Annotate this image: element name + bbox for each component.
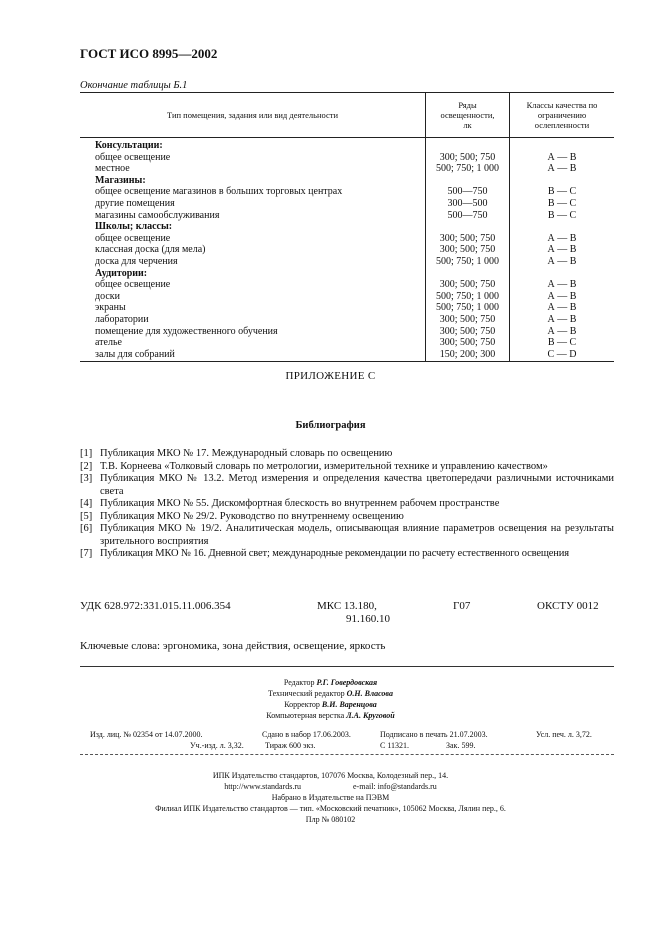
divider: [80, 754, 614, 755]
room-type-cell: Консультации:: [95, 140, 163, 151]
lux-cell: 300; 500; 750: [439, 244, 496, 256]
room-type-cell: лаборатории: [95, 314, 149, 325]
bibliography-item: [4] Публикация МКО № 55. Дискомфортная блескость во внутреннем рабочем пространстве: [80, 498, 500, 509]
table-row: [80, 337, 614, 348]
signed-date: Подписано в печать 21.07.2003.: [380, 730, 488, 739]
bibliography-item: [7] Публикация МКО № 16. Дневной свет; международные рекомендации по расчету естественного освещения: [80, 548, 569, 559]
room-type-cell: экраны: [95, 302, 126, 314]
lux-cell: 300; 500; 750: [439, 337, 496, 349]
room-type-cell: местное: [95, 163, 130, 175]
typeset-note: Набрано в Издательстве на ПЭВМ: [271, 793, 390, 802]
table-row: [80, 256, 614, 267]
branch-address: Филиал ИПК Издательство стандартов — тип. «Московский печатник», 105062 Москва, Лялин пер., 6.: [155, 804, 506, 813]
lux-cell: 500; 750; 1 000: [435, 163, 500, 175]
glare-class-cell: В — С: [547, 337, 577, 349]
print-sheets: Усл. печ. л. 3,72.: [536, 730, 592, 739]
table-row: [80, 279, 614, 290]
divider: [80, 666, 614, 667]
room-type-cell: ателье: [95, 337, 122, 349]
room-type-cell: другие помещения: [95, 198, 175, 209]
table-row: [80, 326, 614, 337]
credit-tech-editor: Технический редактор О.Н. Власова: [268, 689, 393, 698]
table-section-heading: [80, 140, 614, 151]
lux-cell: 300; 500; 750: [439, 151, 496, 163]
lux-cell: 300; 500; 750: [439, 279, 496, 291]
table-row: [80, 302, 614, 313]
table-section-heading: [80, 268, 614, 279]
table-row: [80, 291, 614, 302]
bibliography-item: [5] Публикация МКО № 29/2. Руководство по внутреннему освещению: [80, 511, 404, 522]
glare-class-cell: А — В: [547, 151, 577, 163]
udk-code: УДК 628.972:331.015.11.006.354: [80, 600, 231, 612]
glare-class-cell: А — В: [547, 290, 577, 302]
table-section-heading: [80, 221, 614, 232]
bibliography-item: [2] Т.В. Корнеева «Толковый словарь по метрологии, измерительной технике и управлению качеством»: [80, 461, 548, 472]
lux-cell: 150; 200; 300: [439, 348, 496, 360]
room-type-cell: классная доска (для мела): [95, 244, 206, 256]
table-row: [80, 349, 614, 360]
table-row: [80, 152, 614, 163]
keywords: Ключевые слова: эргономика, зона действия, освещение, яркость: [80, 640, 386, 652]
mks-code: МКС 13.180, 91.160.10: [317, 600, 390, 625]
room-type-cell: доски: [95, 290, 120, 302]
credit-proofreader: Корректор В.И. Варенцова: [284, 700, 377, 709]
glare-class-cell: С — D: [547, 348, 577, 360]
lux-cell: 500; 750; 1 000: [435, 290, 500, 302]
glare-class-cell: А — В: [547, 279, 577, 291]
room-type-cell: Аудитории:: [95, 267, 148, 279]
plr-number: Плр № 080102: [305, 815, 356, 824]
lux-cell: 500; 750; 1 000: [435, 302, 500, 314]
bibliography-item: [3] Публикация МКО № 13.2. Метод измерения и определения качества цветопередачи различными источниками света: [80, 473, 614, 497]
group-code: Г07: [453, 600, 471, 612]
lux-cell: 300—500: [447, 198, 488, 209]
sent-date: Сдано в набор 17.06.2003.: [262, 730, 351, 739]
glare-class-cell: В — С: [547, 198, 577, 209]
room-type-cell: Магазины:: [95, 174, 146, 186]
lux-cell: 500—750: [447, 209, 488, 221]
bibliography-title: Библиография: [295, 420, 366, 431]
glare-class-cell: А — В: [547, 232, 577, 244]
table-row: [80, 163, 614, 174]
room-type-cell: магазины самообслуживания: [95, 209, 220, 221]
credit-layout: Компьютерная верстка Л.А. Круговой: [266, 711, 395, 720]
appendix-title: ПРИЛОЖЕНИЕ С: [285, 370, 376, 382]
website-link: http://www.standards.ru: [224, 782, 301, 791]
lux-cell: 500; 750; 1 000: [435, 256, 500, 267]
publisher-address: ИПК Издательство стандартов, 107076 Москва, Колодезный пер., 14.: [212, 771, 449, 780]
room-type-cell: залы для собраний: [95, 348, 175, 360]
lux-cell: 300; 500; 750: [439, 232, 496, 244]
bibliography-item: [1] Публикация МКО № 17. Международный словарь по освещению: [80, 448, 393, 459]
table-row: [80, 198, 614, 209]
glare-class-cell: В — С: [547, 209, 577, 221]
illuminance-table: [80, 92, 614, 362]
glare-class-cell: А — В: [547, 325, 577, 337]
room-type-cell: доска для черчения: [95, 256, 178, 267]
c-number: С 11321.: [380, 741, 410, 750]
publishing-sheets: Уч.-изд. л. 3,32.: [190, 741, 244, 750]
license-info: Изд. лиц. № 02354 от 14.07.2000.: [90, 730, 203, 739]
print-run: Тираж 600 экз.: [265, 741, 316, 750]
table-header-lux: Ряды освещенности, лк: [426, 93, 510, 138]
email-link: e-mail: info@standards.ru: [353, 782, 437, 791]
table-row: [80, 210, 614, 221]
glare-class-cell: А — В: [547, 314, 577, 325]
glare-class-cell: А — В: [547, 256, 577, 267]
credit-editor: Редактор Р.Г. Говердовская: [283, 678, 378, 687]
table-row: [80, 233, 614, 244]
lux-cell: 500—750: [447, 186, 488, 198]
room-type-cell: общее освещение: [95, 151, 171, 163]
table-row: [80, 314, 614, 325]
room-type-cell: общее освещение: [95, 232, 171, 244]
glare-class-cell: А — В: [547, 302, 577, 314]
okstu-code: ОКСТУ 0012: [537, 600, 599, 612]
table-row: [80, 186, 614, 197]
bibliography-item: [6] Публикация МКО № 19/2. Аналитическая модель, описывающая влияние параметров освещения на результаты зрительного восприятия: [80, 523, 614, 547]
table-header-type: Тип помещения, задания или вид деятельности: [80, 93, 426, 138]
document-header: ГОСТ ИСО 8995—2002: [80, 46, 218, 61]
table-caption: Окончание таблицы Б.1: [80, 80, 188, 91]
glare-class-cell: А — В: [547, 163, 577, 175]
table-row: [80, 244, 614, 255]
lux-cell: 300; 500; 750: [439, 314, 496, 325]
table-header-glare-class: Классы качества по ограничению ослепленности: [510, 93, 614, 138]
room-type-cell: общее освещение: [95, 279, 171, 291]
table-section-heading: [80, 175, 614, 186]
room-type-cell: общее освещение магазинов в больших торговых центрах: [95, 186, 343, 198]
publisher-contacts: [0, 781, 661, 792]
glare-class-cell: А — В: [547, 244, 577, 256]
order-number: Зак. 599.: [446, 741, 476, 750]
room-type-cell: Школы; классы:: [95, 221, 173, 233]
glare-class-cell: В — С: [547, 186, 577, 198]
lux-cell: 300; 500; 750: [439, 325, 496, 337]
room-type-cell: помещение для художественного обучения: [95, 325, 278, 337]
